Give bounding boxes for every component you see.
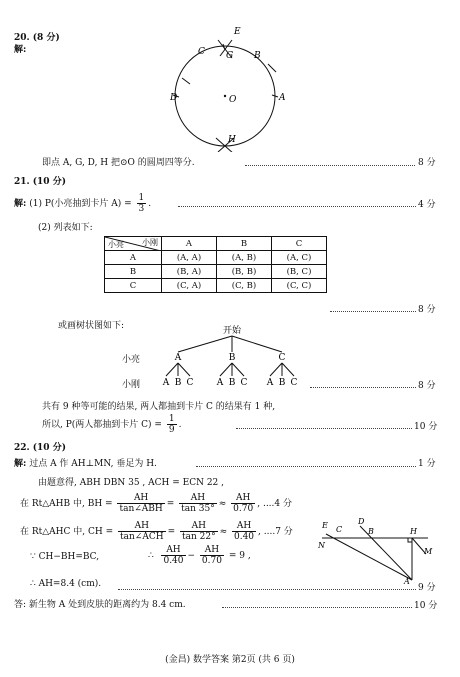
label-b: B — [254, 51, 261, 61]
tree-l2: B — [174, 378, 182, 388]
frac-num: AH — [117, 493, 164, 504]
line-ec — [326, 534, 412, 580]
q22-line1 — [14, 456, 157, 469]
leader-dots — [222, 607, 412, 608]
frac-den: 0.40 — [163, 556, 184, 566]
eq-rhs: = 9 , — [228, 551, 251, 561]
tree-l2: C — [240, 378, 248, 388]
tree-root: 开始 — [222, 326, 242, 336]
q22-line2: 由题意得, ABH DBN 35 , ACH = ECN 22 , — [38, 478, 225, 488]
frac-num: AH — [179, 493, 217, 504]
leader-dots — [236, 428, 412, 429]
leader-dots — [310, 387, 416, 388]
corner-bottom: 小亮 — [108, 240, 124, 249]
fig-label-d: D — [358, 517, 365, 526]
page-footer: (金昌) 数学答案 第2页 (共 6 页) — [165, 655, 295, 665]
q22-ch: 在 Rt△AHC 中, CH = $\frac{AH}{\text{tan∠ACH}}$ = $\frac{AH}{\tan 22^\circ}$ ≈ $\frac{AH}{0.40}$ , ....7 分 — [20, 521, 293, 542]
table-cell: (A, B) — [217, 251, 272, 265]
tree-l2: C — [290, 378, 298, 388]
q22-triangle-figure — [318, 514, 438, 586]
frac-den: 3 — [138, 204, 145, 214]
table-cell: (C, C) — [272, 279, 327, 293]
q21-jie: 解: — [14, 199, 27, 209]
label-d: D — [170, 93, 178, 103]
tree-l2: B — [278, 378, 286, 388]
corner-top: 小刚 — [142, 238, 158, 247]
row-header: B — [105, 265, 162, 279]
tree-label-xiaoliang: 小亮 — [122, 355, 141, 365]
table-cell: (A, C) — [272, 251, 327, 265]
table-cell: (C, B) — [217, 279, 272, 293]
frac-den: tan∠ABH — [119, 504, 163, 514]
bh-prefix: 在 Rt△AHB 中, BH = — [20, 499, 113, 509]
frac-den: 0.70 — [233, 504, 254, 514]
fig-label-b: B — [368, 527, 374, 536]
right-angle-mark — [408, 538, 412, 542]
fig-label-c: C — [336, 525, 343, 534]
fig-label-m: M — [424, 547, 433, 556]
label-h: H — [228, 135, 236, 145]
q21-final-prefix: 所以, P(两人都抽到卡片 C) = — [42, 420, 162, 430]
q20-circle-figure — [160, 20, 300, 152]
tree-l2: A — [266, 378, 274, 388]
leader-dots — [178, 206, 416, 207]
label-g: G — [226, 51, 234, 61]
frac-num: 1 — [168, 414, 175, 424]
q22-ah-score: 9 分 — [418, 583, 436, 593]
table-cell: (C, A) — [162, 279, 217, 293]
tree-l2: A — [162, 378, 170, 388]
label-o: O — [229, 95, 237, 105]
q22-line1-score: 1 分 — [418, 459, 436, 469]
tree-l2: B — [228, 378, 236, 388]
fraction — [231, 493, 255, 514]
arc-mark-left — [182, 78, 190, 84]
q22-answer-score: 10 分 — [414, 601, 438, 611]
leader-dots — [196, 466, 416, 467]
q21-p1-text: (1) P(小亮抽到卡片 A) = — [29, 199, 132, 209]
fraction — [200, 545, 224, 566]
q21-table-score: 8 分 — [418, 305, 436, 315]
tree-l1: C — [278, 353, 286, 363]
q20-header: 20. (8 分) — [14, 33, 60, 43]
table-cell: (B, C) — [272, 265, 327, 279]
tree-l2: C — [186, 378, 194, 388]
table-cell: (A, A) — [162, 251, 217, 265]
q20-conclusion: 即点 A, G, D, H 把⊙O 的圆周四等分. — [42, 158, 195, 168]
table-row — [105, 251, 327, 265]
fig-label-n: N — [318, 541, 325, 550]
fig-label-a: A — [404, 577, 410, 586]
table-row — [105, 279, 327, 293]
fraction-one-ninth — [167, 414, 177, 435]
frac-den: 9 — [168, 425, 175, 435]
frac-num: AH — [231, 493, 255, 504]
col-header: A — [162, 237, 217, 251]
q21-header: 21. (10 分) — [14, 177, 66, 187]
q21-result: 共有 9 种等可能的结果, 两人都抽到卡片 C 的结果有 1 种, — [42, 402, 276, 412]
q22-jie: 解: — [14, 459, 27, 469]
fig-label-e: E — [322, 521, 328, 530]
fig-label-h: H — [410, 527, 417, 536]
frac-den: tan 22° — [181, 532, 216, 542]
frac-num: AH — [161, 545, 185, 556]
q21-final-score: 10 分 — [414, 422, 438, 432]
q21-p1-score: 4 分 — [418, 200, 436, 210]
frac-num: AH — [232, 521, 256, 532]
center-dot — [224, 95, 226, 97]
q21-tree-score: 8 分 — [418, 381, 436, 391]
q22-equation: ∴ $\frac{AH}{0.40}$ − $\frac{AH}{0.70}$ = 9 , — [148, 545, 251, 566]
q22-answer: 答: 新生物 A 处到皮肤的距离约为 8.4 cm. — [14, 600, 186, 610]
q22-because: ∵ CH−BH=BC, — [30, 552, 100, 562]
tree-label-xiaogang: 小刚 — [122, 380, 141, 390]
bh-dots: .... — [262, 499, 275, 509]
ch-prefix: 在 Rt△AHC 中, CH = — [20, 527, 114, 537]
label-a: A — [279, 93, 286, 103]
fraction-one-third — [137, 193, 147, 214]
q21-final: 所以, P(两人都抽到卡片 C) = $\frac{1}{9}$ . — [42, 414, 182, 435]
table-cell: (B, A) — [162, 265, 217, 279]
row-header: A — [105, 251, 162, 265]
q22-line1-text: 过点 A 作 AH⊥MN, 垂足为 H. — [29, 459, 157, 469]
ch-dots: .... — [263, 527, 276, 537]
tree-l1: B — [228, 353, 236, 363]
table-row — [105, 237, 327, 251]
fraction — [118, 521, 166, 542]
tree-diagram — [110, 322, 320, 388]
frac-den: 0.40 — [233, 532, 255, 542]
leader-dots — [245, 165, 415, 166]
frac-den: 0.70 — [201, 556, 222, 566]
table-cell: (B, B) — [217, 265, 272, 279]
ch-score: 7 分 — [275, 527, 293, 537]
fraction — [180, 521, 218, 542]
frac-num: AH — [180, 521, 218, 532]
tree-l2: A — [216, 378, 224, 388]
q21-tree-intro: 或画树状图如下: — [58, 321, 125, 331]
row-header: C — [105, 279, 162, 293]
frac-num: 1 — [138, 193, 145, 203]
tree-l1: A — [174, 353, 182, 363]
therefore-symbol: ∴ — [148, 551, 154, 561]
frac-den: tan 35° — [181, 504, 215, 514]
q21-p2-intro: (2) 列表如下: — [38, 223, 93, 233]
frac-num: AH — [118, 521, 166, 532]
leader-dots — [118, 589, 416, 590]
col-header: B — [217, 237, 272, 251]
label-c: C — [198, 47, 205, 57]
q20-jie: 解: — [14, 45, 27, 55]
q21-p1: 解: (1) P(小亮抽到卡片 A) = $\frac{1}{3}$ . — [14, 193, 152, 214]
q22-bh: 在 Rt△AHB 中, BH = $\frac{AH}{\text{tan∠ABH}}$ = $\frac{AH}{\tan 35^\circ}$ ≈ $\frac{AH}{0.70}$ , ....4 分 — [20, 493, 292, 514]
q22-therefore: ∴ AH=8.4 (cm). — [30, 579, 102, 589]
fraction — [232, 521, 256, 542]
frac-den: tan∠ACH — [120, 532, 164, 542]
q20-score: 8 分 — [418, 158, 436, 168]
arc-mark-right — [268, 64, 276, 72]
fraction — [117, 493, 164, 514]
bh-score: 4 分 — [274, 499, 292, 509]
outcome-table — [104, 236, 327, 293]
q22-header: 22. (10 分) — [14, 443, 66, 453]
fraction — [161, 545, 185, 566]
table-row — [105, 265, 327, 279]
label-e: E — [234, 27, 241, 37]
fraction — [179, 493, 217, 514]
frac-num: AH — [200, 545, 224, 556]
col-header: C — [272, 237, 327, 251]
table-corner-cell — [105, 237, 162, 251]
leader-dots — [330, 311, 416, 312]
